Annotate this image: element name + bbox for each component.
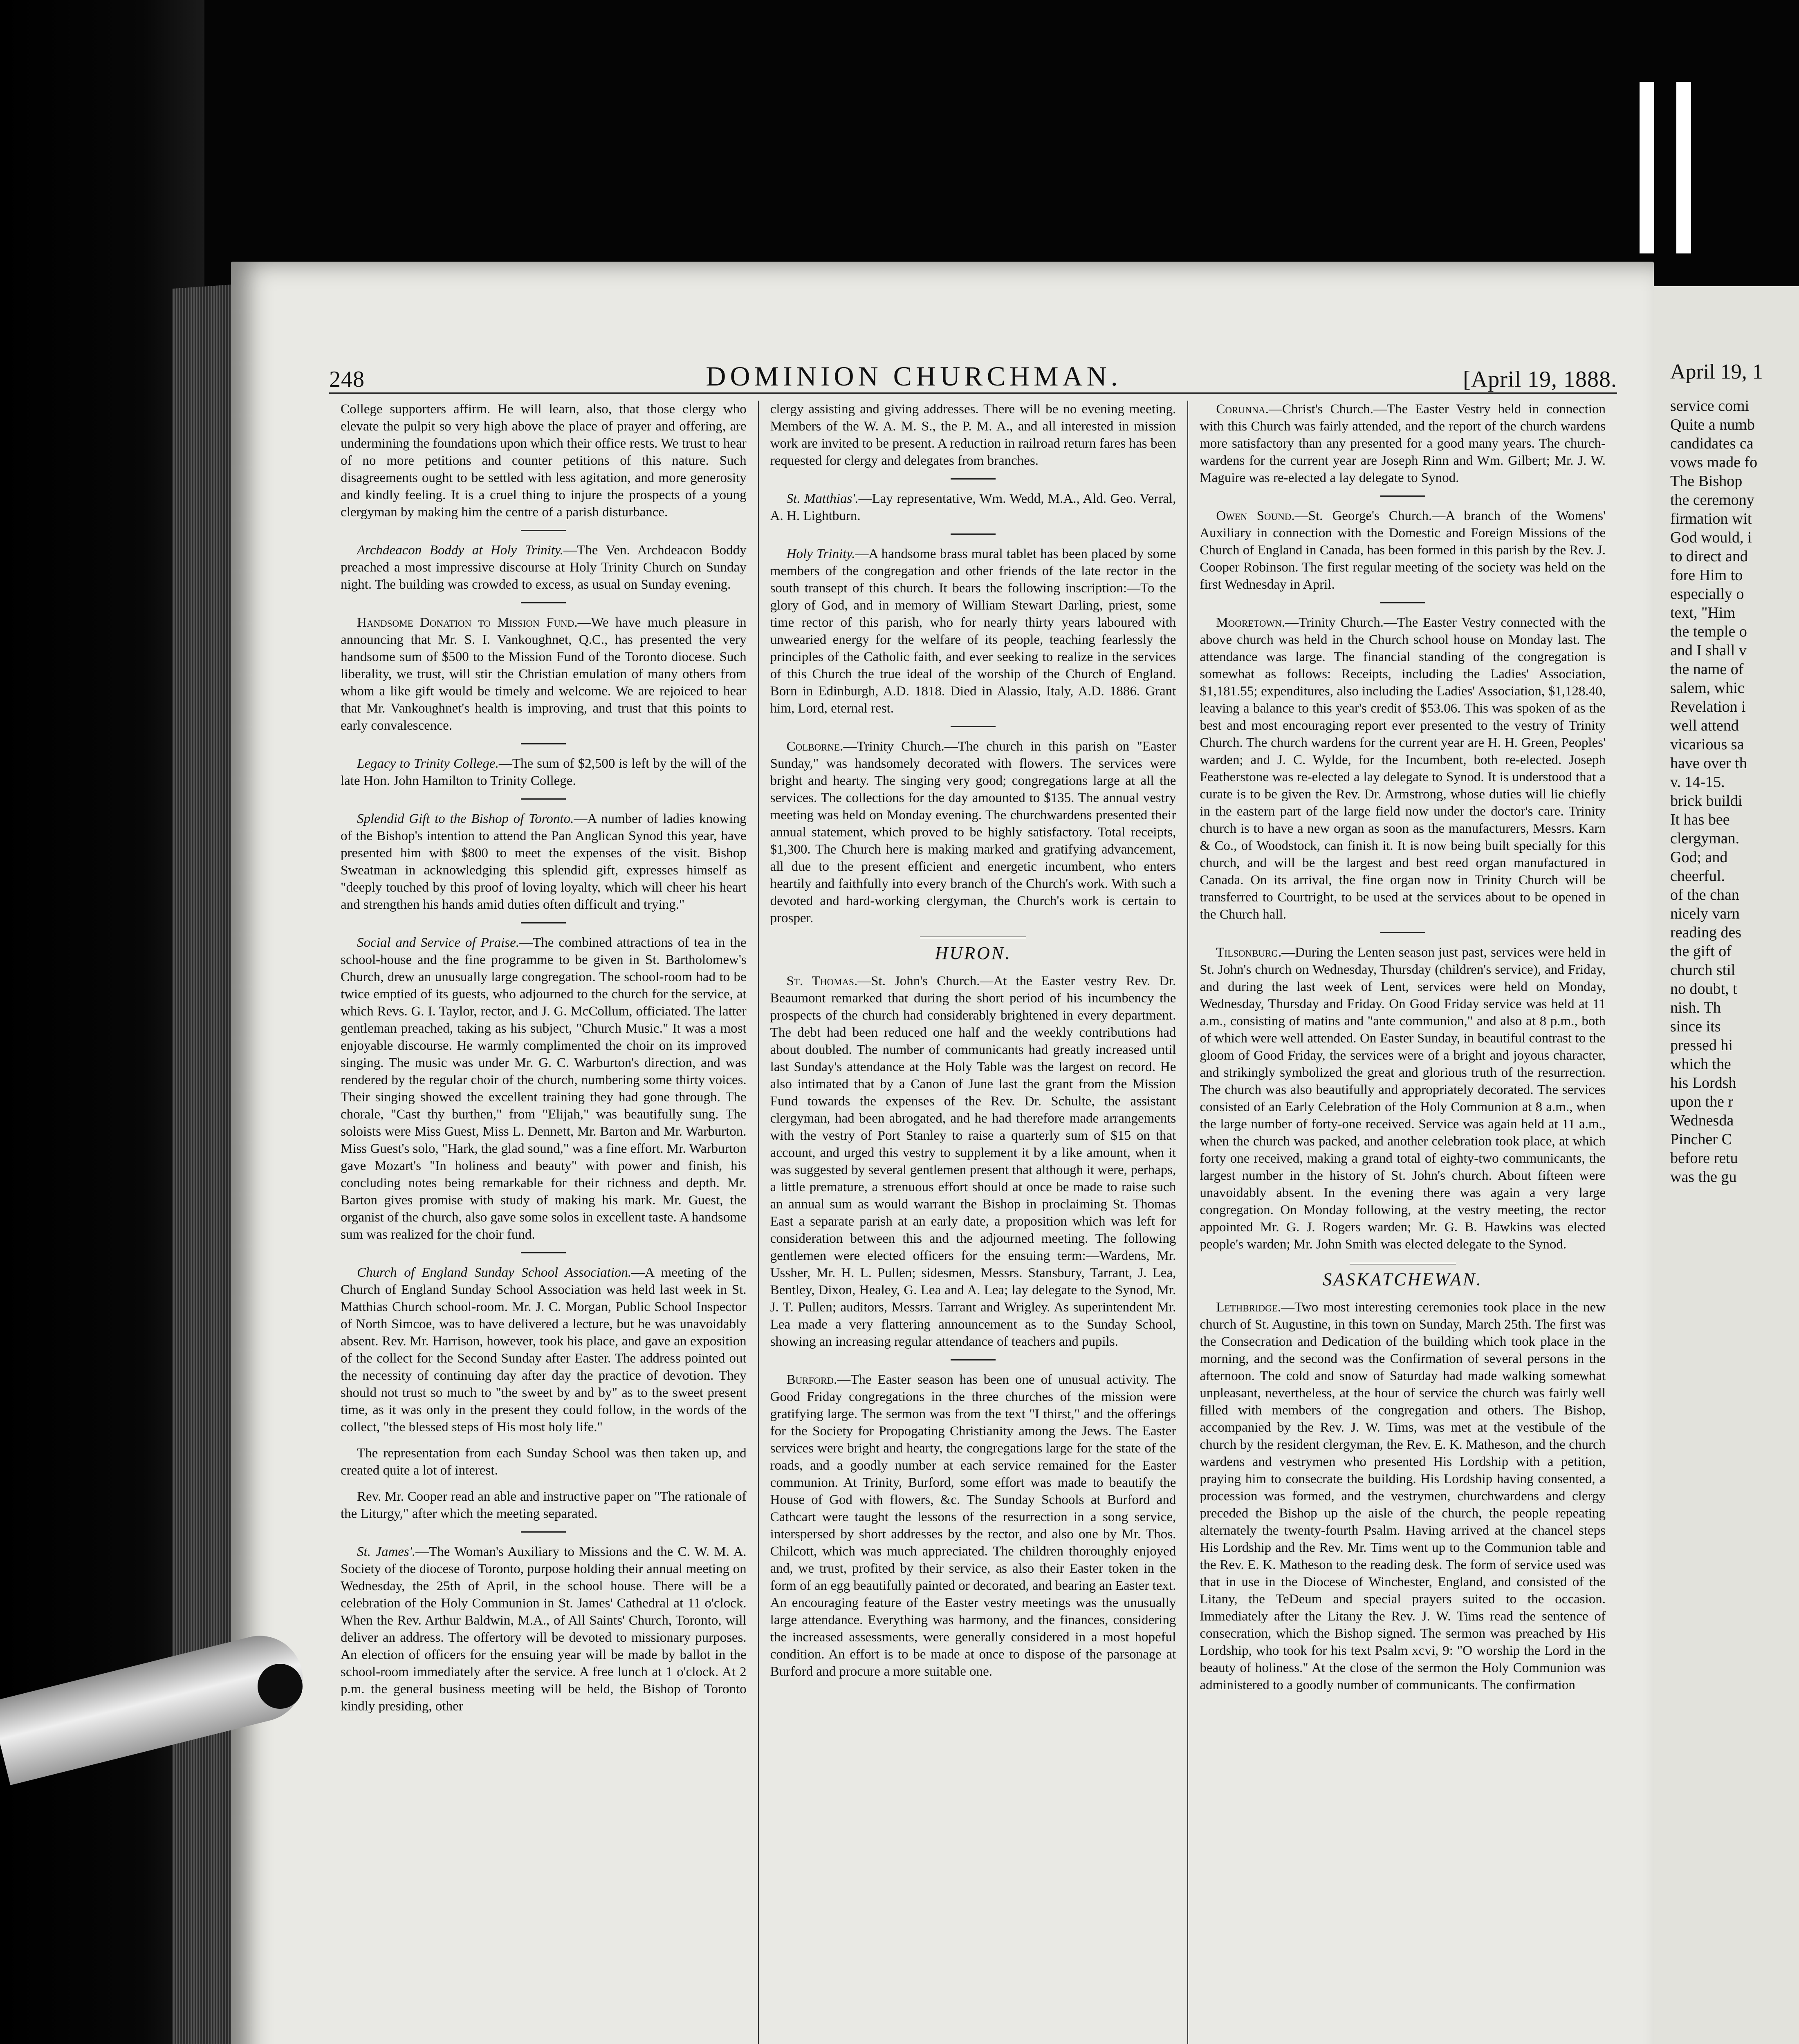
adjacent-page-line: his Lordsh	[1670, 1074, 1736, 1091]
article-text: —Lay representative, Wm. Wedd, M.A., Ald. Geo. Verral, A. H. Lightburn.	[770, 491, 1176, 523]
adjacent-page-line: was the gu	[1670, 1168, 1737, 1186]
adjacent-page-line: have over th	[1670, 755, 1747, 772]
adjacent-page-line: service comi	[1670, 397, 1750, 415]
article-paragraph	[341, 810, 747, 913]
article-divider	[1380, 495, 1425, 497]
issue-date: [April 19, 1888.	[1463, 367, 1617, 392]
section-heading: SASKATCHEWAN.	[1200, 1263, 1606, 1288]
adjacent-page	[1654, 286, 1799, 2044]
adjacent-page-line: Revelation i	[1670, 698, 1746, 715]
article-lead: Mooretown.	[1216, 615, 1285, 630]
article-lead: Archdeacon Boddy at Holy Trinity.	[357, 543, 564, 558]
article-lead: Holy Trinity.	[786, 547, 855, 561]
adjacent-page-line: the temple o	[1670, 623, 1747, 640]
adjacent-page-line: to direct and	[1670, 548, 1748, 565]
adjacent-page-line: salem, whic	[1670, 679, 1745, 697]
article-lead: Owen Sound.	[1216, 509, 1295, 523]
article-lead: Lethbridge.	[1216, 1300, 1281, 1315]
adjacent-page-line: and I shall v	[1670, 642, 1747, 659]
article-divider	[521, 602, 566, 603]
adjacent-page-line: the name of	[1670, 661, 1744, 678]
article-divider	[521, 1531, 566, 1533]
page-number: 248	[329, 367, 365, 392]
article-text: —A meeting of the Church of England Sunday School Association was held last week in St. Matthias Church school-room. Mr. J. C. Morgan, Public School Inspector of North Simcoe, was to have delivered a lecture, but he was unavoidably absent. Rev. Mr. Harrison, however, took his place, and gave an exposition of the collect for the Second Sunday after Easter. The address pointed out the necessity of continuing day after day the practice of devotion. They should not trust so much to "the sweet by and by" as to the sweet present time, as it was only in the present they could follow, in the words of the collect, "the blessed steps of His most holy life."	[341, 1265, 747, 1434]
article-divider	[521, 1252, 566, 1253]
article-lead: Social and Service of Praise.	[357, 935, 520, 950]
article-divider	[1380, 602, 1425, 603]
article-lead: Handsome Donation to Mission Fund.	[357, 615, 578, 630]
adjacent-page-line: God would, i	[1670, 529, 1752, 546]
article-text: —Two most interesting ceremonies took place in the new church of St. Augustine, in this town on Sunday, March 25th. The first was the Consecration and Dedication of the building which took place in the morning, and the second was the Confirmation of several persons in the afternoon. The cold and snow of Saturday had made walking somewhat unpleasant, nevertheless, at the hour of service the church was fairly well filled with members of the congregation and others. The Bishop, accompanied by the Rev. J. W. Tims, was met at the vestibule of the church by the resident clergyman, the Rev. E. K. Matheson, and the church wardens and vestrymen who presented His Lordship with a petition, praying him to consecrate the building. His Lordship having consented, a procession was formed, and the vestrymen, churchwardens and clergy preceded the Bishop up the aisle of the church, the people repeating alternately the twenty-fourth Psalm. Having arrived at the chancel steps His Lordship and the Rev. Mr. Tims went up to the Communion table and the Rev. E. K. Matheson to the reading desk. The form of service used was that in use in the Diocese of Winchester, England, and consisted of the Litany, the TeDeum and special prayers suited to the occasion. Immediately after the Litany the Rev. J. W. Tims read the sentence of consecration, which the Bishop signed. The sermon was preached by His Lordship, who took for his text Psalm xcvi, 9: "O worship the Lord in the beauty of holiness." At the close of the sermon the Holy Communion was administered to a goodly number of communicants. The confirmation	[1200, 1300, 1606, 1692]
article-text: College supporters affirm. He will learn, also, that those clergy who elevate the pulpit so very high above the place of prayer and offering, are undermining the foundations upon which their office rests. We trust to hear of no more petitions and counter petitions of this nature. Such disagreements ought to be settled with less agitation, and more generosity and kindly feeling. It is a cruel thing to injure the prospects of a young clergyman by making him the centre of a parish disturbance.	[341, 402, 747, 520]
article-text: —St. John's Church.—At the Easter vestry Rev. Dr. Beaumont remarked that during the short period of his incumbency the prospects of the church had considerably brightened in every department. The debt had been reduced one half and the weekly contributions had about doubled. The number of communicants had greatly increased until last Sunday's attendance at the Holy Table was the largest on record. He also intimated that by a Canon of June last the grant from the Mission Fund towards the expenses of the Rev. Dr. Schulte, the assistant clergyman, had been abrogated, and he had therefore made arrangements with the vestry of Port Stanley to raise a quarterly sum of $15 on that account, and urged this vestry to supplement it by a like amount, when it was suggested by several gentlemen present that although it were, perhaps, a little premature, a strenuous effort should at once be made to raise such an annual sum as would warrant the Bishop in proclaiming St. Thomas East a separate parish at an early date, a proposition which was left for consideration between this and the adjourned meeting. The following gentlemen were elected officers for the ensuing term:—Wardens, Mr. Ussher, Mr. H. L. Pullen; sidesmen, Messrs. Stansbury, Tarrant, J. Lea, Bentley, Dixon, Healey, G. Lea and A. Lea; lay delegate to the Synod, Mr. J. T. Pullen; auditors, Messrs. Tarrant and Wrigley. As superintendent Mr. Lea made a very flattering announcement as to the Sunday School, showing an increasing regular attendance of teachers and pupils.	[770, 974, 1176, 1349]
article-paragraph	[1200, 507, 1606, 593]
article-text: —A number of ladies knowing of the Bishop's intention to attend the Pan Anglican Synod this year, have presented him with $800 to meet the expenses of the visit. Bishop Sweatman in acknowledging this splendid gift, expresses himself as "deeply touched by this proof of loving loyalty, which will cheer his heart and strengthen his hands amid duties often difficult and trying."	[341, 811, 747, 912]
article-text: —A handsome brass mural tablet has been placed by some members of the congregation and other friends of the late rector in the south transept of this church. It bears the following inscription:—To the glory of God, and in memory of William Stewart Darling, priest, some time rector of this parish, who for nearly thirty years laboured with unwearied energy for the welfare of its people, teaching fearlessly the principles of the Catholic faith, and ever seeking to realize in the services of this Church the true ideal of the worship of the Church of England. Born in Edinburgh, A.D. 1818. Died in Alassio, Italy, A.D. 1886. Grant him, Lord, eternal rest.	[770, 547, 1176, 716]
adjacent-page-line: candidates ca	[1670, 435, 1754, 452]
adjacent-page-line: the ceremony	[1670, 491, 1754, 509]
column-1	[329, 401, 758, 2044]
newspaper-page	[231, 262, 1654, 2044]
article-paragraph	[770, 401, 1176, 469]
article-lead: Church of England Sunday School Association.	[357, 1265, 632, 1280]
adjacent-page-line: The Bishop	[1670, 473, 1743, 490]
article-divider	[521, 743, 566, 744]
adjacent-page-line: pressed hi	[1670, 1037, 1733, 1054]
article-paragraph	[770, 1371, 1176, 1680]
adjacent-page-line: well attend	[1670, 717, 1739, 734]
article-paragraph	[341, 542, 747, 593]
article-divider	[951, 478, 996, 480]
section-heading: HURON.	[770, 937, 1176, 962]
article-paragraph	[341, 1488, 747, 1522]
column-3	[1187, 401, 1617, 2044]
article-lead: St. Matthias'.	[786, 491, 859, 506]
adjacent-page-line: no doubt, t	[1670, 980, 1737, 997]
article-lead: Legacy to Trinity College.	[357, 756, 499, 771]
article-divider	[951, 1359, 996, 1360]
article-paragraph	[1200, 944, 1606, 1253]
adjacent-page-text	[1654, 397, 1757, 1186]
article-lead: Splendid Gift to the Bishop of Toronto.	[357, 811, 574, 826]
article-text: —Trinity Church.—The church in this parish on "Easter Sunday," was handsomely decorated with flowers. The services were bright and hearty. The singing very good; congregations large at all the services. The collections for the day amounted to $135. The annual vestry meeting was held on Monday evening. The churchwardens presented their annual statement, which proved to be highly satisfactory. Total receipts, $1,300. The Church here is making marked and gratifying advancement, all due to the present efficient and energetic incumbent, who enters heartily and faithfully into every branch of the Church's work. With such a devoted and hard-working clergyman, the Church's work is certain to prosper.	[770, 739, 1176, 926]
article-text: The representation from each Sunday School was then taken up, and created quite a lot of interest.	[341, 1446, 747, 1478]
adjacent-page-line: which the	[1670, 1056, 1731, 1073]
article-paragraph	[770, 738, 1176, 927]
article-text: —The Woman's Auxiliary to Missions and the C. W. M. A. Society of the diocese of Toronto, purpose holding their annual meeting on Wednesday, the 25th of April, in the school house. There will be a celebration of the Holy Communion in St. James' Cathedral at 11 o'clock. When the Rev. Arthur Baldwin, M.A., of All Saints' Church, Toronto, will deliver an address. The offertory will be devoted to missionary purposes. An election of officers for the ensuing year will be made by ballot in the school-room immediately after the service. A free lunch at 1 o'clock. At 2 p.m. the general business meeting will be held, the Bishop of Toronto kindly presiding, other	[341, 1544, 747, 1714]
adjacent-page-line: before retu	[1670, 1150, 1738, 1167]
adjacent-page-line: nish. Th	[1670, 999, 1721, 1016]
adjacent-page-line: Wednesda	[1670, 1112, 1734, 1129]
masthead: DOMINION CHURCHMAN.	[706, 361, 1122, 392]
article-text: —During the Lenten season just past, services were held in St. John's church on Wednesday, Thursday (children's service), and Friday, and during the last week of Lent, services were held on Monday, Wednesday, Thursday and Friday. On Good Friday service was held at 11 a.m., consisting of matins and "ante communion," and also at 8 p.m., both of which were well attended. On Easter Sunday, in beautiful contrast to the gloom of Good Friday, the services were of a bright and joyous character, and strikingly symbolized the great and glorious truth of the resurrection. The church was also beautifully and appropriately decorated. The services consisted of an Early Celebration of the Holy Communion at 8 a.m., when the large number of forty-one received. Service was again held at 11 a.m., when the church was packed, and another celebration took place, at which forty one received, making a grand total of eighty-two communicants, the largest number in the history of St. John's church. About fifteen were unavoidably absent. In the evening there was again a very large congregation. On Monday following, at the vestry meeting, the rector appointed Mr. G. J. Rogers warden; Mr. G. B. Hawkins was elected people's warden; Mr. John Smith was elected delegate to the Synod.	[1200, 945, 1606, 1252]
article-lead: St. James'.	[357, 1544, 416, 1559]
adjacent-page-header: April 19, 1	[1670, 360, 1763, 383]
adjacent-page-line: especially o	[1670, 585, 1744, 603]
adjacent-page-line: clergyman.	[1670, 830, 1740, 847]
article-text: —The sum of $2,500 is left by the will of the late Hon. John Hamilton to Trinity College.	[341, 756, 747, 788]
adjacent-page-line: since its	[1670, 1018, 1721, 1035]
text-columns	[329, 401, 1617, 2044]
adjacent-page-line: v. 14-15.	[1670, 773, 1725, 791]
adjacent-page-line: of the chan	[1670, 886, 1739, 903]
article-text: —The combined attractions of tea in the school-house and the fine programme to be given in St. Bartholomew's Church, drew an unusually large congregation. The school-room had to be twice emptied of its guests, who adjourned to the church for the service, at which Revs. G. I. Taylor, rector, and J. G. McCollum, officiated. The latter gentleman preached, taking as his subject, "Church Music." It was a most enjoyable discourse. He warmly complimented the choir on its improved singing. The music was under Mr. G. C. Warburton's direction, and was rendered by the regular choir of the church, numbering some thirty voices. Their singing showed the excellent training they had gone through. The chorale, "Cast thy burthen," from "Elijah," was beautifully sung. The soloists were Miss Guest, Miss L. Dennett, Mr. Barton and Mr. Warburton. Miss Guest's solo, "Hark, the glad sound," was a fine effort. Mr. Warburton gave Mozart's "In holiness and beauty" with power and finish, his concluding notes being remarkable for their richness and depth. Mr. Barton gives promise with study of making his mark. Mr. Guest, the organist of the church, also gave some solos in excellent taste. A handsome sum was realized for the choir fund.	[341, 935, 747, 1242]
adjacent-page-line: It has bee	[1670, 811, 1730, 828]
article-lead: Tilsonburg.	[1216, 945, 1282, 960]
adjacent-page-line: fore Him to	[1670, 567, 1743, 584]
adjacent-page-line: Quite a numb	[1670, 416, 1755, 433]
column-2	[758, 401, 1188, 2044]
adjacent-page-line: upon the r	[1670, 1093, 1734, 1110]
article-divider	[521, 798, 566, 800]
article-lead: Colborne.	[786, 739, 843, 754]
article-paragraph	[341, 614, 747, 734]
adjacent-page-line: text, "Him	[1670, 604, 1736, 621]
article-text: —The Ven. Archdeacon Boddy preached a most impressive discourse at Holy Trinity Church on Sunday night. The building was crowded to excess, as usual on Sunday evening.	[341, 543, 747, 592]
article-paragraph	[341, 934, 747, 1243]
article-paragraph	[341, 1543, 747, 1715]
article-paragraph	[341, 1264, 747, 1436]
article-lead: Corunna.	[1216, 402, 1269, 417]
article-paragraph	[341, 1445, 747, 1479]
article-paragraph	[770, 490, 1176, 524]
article-divider	[521, 922, 566, 923]
adjacent-page-line: nicely varn	[1670, 905, 1740, 922]
article-divider	[951, 726, 996, 727]
article-paragraph	[1200, 1299, 1606, 1694]
scan-calibration-bars-top	[1615, 82, 1738, 286]
adjacent-page-line: Pincher C	[1670, 1131, 1732, 1148]
page-header	[329, 356, 1617, 394]
adjacent-page-line: God; and	[1670, 849, 1728, 866]
article-text: —Christ's Church.—The Easter Vestry held in connection with this Church was fairly attended, and the report of the church wardens more satisfactory than any presented for a good many years. The church-wardens for the current year are Joseph Rinn and Wm. Gilbert; Mr. J. W. Maguire was re-elected a lay delegate to Synod.	[1200, 402, 1606, 485]
article-text: Rev. Mr. Cooper read an able and instructive paper on "The rationale of the Liturgy," after which the meeting separated.	[341, 1489, 747, 1521]
article-lead: Burford.	[786, 1372, 837, 1387]
article-divider	[521, 530, 566, 531]
thumb-nail	[258, 1664, 303, 1709]
article-text: —The Easter season has been one of unusual activity. The Good Friday congregations in the three churches of the mission were gratifying large. The sermon was from the text "I thirst," and the offerings for the Society for Propogating Christianity among the Jews. The Easter services were bright and hearty, the congregations large for the state of the roads, and a goodly number at each service remained for the Easter communion. At Trinity, Burford, some effort was made to beautify the House of God with flowers, &c. The Sunday Schools at Burford and Cathcart were taught the lessons of the resurrection in a song service, interspersed by short addresses by the rector, and also one by Mr. Thos. Chilcott, which was much appreciated. The children thoroughly enjoyed and, we trust, profited by their service, as also their Easter token in the form of an egg beautifully painted or decorated, and bearing an Easter text. An encouraging feature of the Easter vestry meetings was the unusually large attendance. Everything was harmony, and the finances, considering the increased assessments, were generally considered in a most hopeful condition. An effort is to be made at once to dispose of the parsonage at Burford and procure a more suitable one.	[770, 1372, 1176, 1679]
adjacent-page-line: reading des	[1670, 924, 1742, 941]
article-paragraph	[1200, 614, 1606, 923]
article-paragraph	[341, 401, 747, 521]
article-text: —St. George's Church.—A branch of the Womens' Auxiliary in connection with the Domestic and Foreign Missions of the Church of England in Canada, has been formed in this parish by the Rev. J. Cooper Robinson. The first regular meeting of the society was held on the first Wednesday in April.	[1200, 509, 1606, 592]
article-paragraph	[770, 545, 1176, 717]
article-paragraph	[341, 755, 747, 789]
article-paragraph	[1200, 401, 1606, 486]
adjacent-page-line: the gift of	[1670, 943, 1732, 960]
adjacent-page-line: firmation wit	[1670, 510, 1752, 527]
adjacent-page-line: cheerful.	[1670, 867, 1725, 885]
article-lead: St. Thomas.	[786, 974, 858, 988]
article-text: —Trinity Church.—The Easter Vestry connected with the above church was held in the Church school house on Monday last. The attendance was large. The financial standing of the congregation is somewhat as follows: Receipts, including the Ladies' Association, $1,181.55; expenditures, also including the Ladies' Association, $1,128.40, leaving a balance to this year's credit of $53.06. This was spoken of as the best and most encouraging report ever presented to the vestry of Trinity Church. The church wardens for the current year are H. H. Green, Peoples' warden; and J. C. Wylde, for the Incumbent, both re-elected. Joseph Featherstone was re-elected a lay delegate to Synod. It is understood that a curate is to be given the Rev. Dr. Armstrong, whose duties will lie chiefly in the eastern part of the large field now under the doctor's care. Trinity church is to have a new organ as soon as the manufacturers, Messrs. Karn & Co., of Woodstock, can finish it. It is now being built specially for this church, and will be the largest and best reed organ manufactured in Canada. On its arrival, the fine organ now in Trinity Church will be transferred to Courtright, to be used at the services about to be opened in the Church hall.	[1200, 615, 1606, 922]
adjacent-page-line: vicarious sa	[1670, 736, 1744, 753]
article-divider	[951, 533, 996, 535]
article-divider	[1380, 932, 1425, 933]
adjacent-page-line: church stil	[1670, 961, 1736, 979]
adjacent-page-line: brick buildi	[1670, 792, 1743, 809]
article-text: —We have much pleasure in announcing that Mr. S. I. Vankoughnet, Q.C., has presented the very handsome sum of $500 to the Mission Fund of the Toronto diocese. Such liberality, we trust, will stir the Christian emulation of many others from whom a like gift would be timely and welcome. We are rejoiced to hear that Mr. Vankoughnet's health is improving, and trust that this points to early convalescence.	[341, 615, 747, 733]
adjacent-page-line: vows made fo	[1670, 454, 1758, 471]
article-paragraph	[770, 973, 1176, 1350]
article-text: clergy assisting and giving addresses. There will be no evening meeting. Members of the W. A. M. S., the P. M. A., and all interested in mission work are invited to be present. A reduction in railroad return fares has been requested for clergy and delegates from branches.	[770, 402, 1176, 468]
